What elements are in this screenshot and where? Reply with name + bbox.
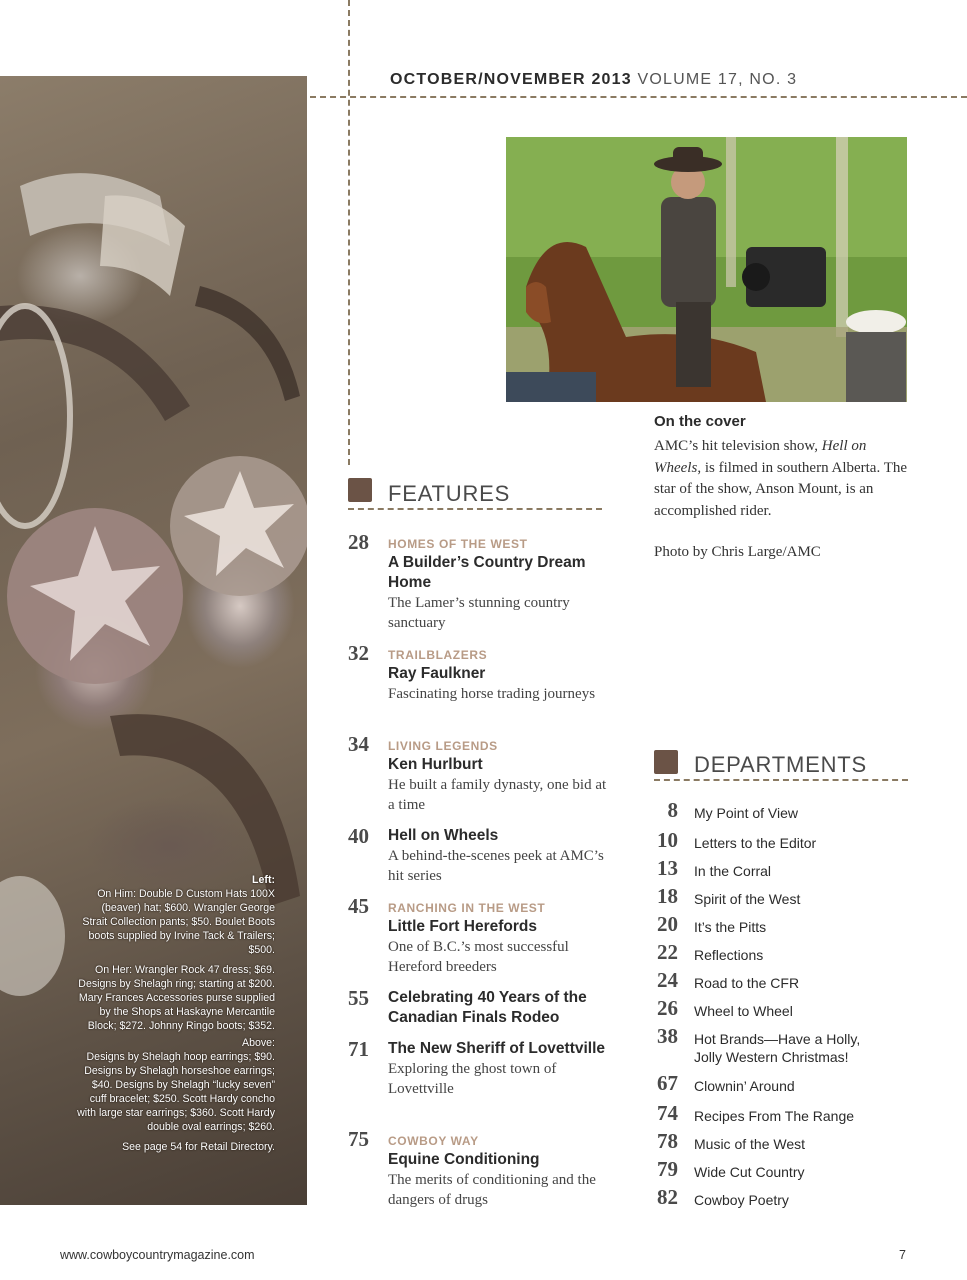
- department-page-number: 24: [657, 968, 678, 992]
- jewelry-photo: [0, 76, 307, 1205]
- department-label: It’s the Pitts: [694, 919, 767, 935]
- feature-page-number: 71: [348, 1037, 369, 1061]
- department-label: In the Corral: [694, 863, 772, 879]
- department-label: Letters to the Editor: [694, 835, 817, 851]
- issue-line: [390, 71, 797, 89]
- footer-url[interactable]: www.cowboycountrymagazine.com: [60, 1248, 255, 1262]
- feature-description: A behind-the-scenes peek at AMC’s hit series: [388, 848, 604, 884]
- feature-title: A Builder’s Country Dream Home: [388, 554, 586, 591]
- cover-description-part1: AMC’s hit television show,: [654, 438, 822, 454]
- cover-description: [654, 436, 914, 522]
- department-item[interactable]: [640, 856, 920, 880]
- department-page-number: 82: [657, 1185, 678, 1209]
- department-item[interactable]: [640, 1071, 920, 1095]
- feature-item[interactable]: [348, 826, 608, 886]
- feature-item[interactable]: [348, 732, 608, 815]
- feature-page-number: 28: [348, 530, 369, 554]
- department-page-number: 26: [657, 996, 678, 1020]
- feature-item[interactable]: [348, 1039, 608, 1099]
- department-item[interactable]: [640, 828, 920, 852]
- department-item[interactable]: [640, 1157, 920, 1181]
- issue-date: OCTOBER/NOVEMBER 2013: [390, 71, 632, 88]
- page-number: 7: [899, 1248, 906, 1262]
- caption-see-directory: See page 54 for Retail Directory.: [122, 1141, 275, 1153]
- header-dashed-rule: [310, 96, 967, 98]
- feature-page-number: 40: [348, 824, 369, 848]
- feature-description: The merits of conditioning and the dangers of drugs: [388, 1172, 596, 1208]
- department-label: Road to the CFR: [694, 975, 800, 991]
- departments-dashed-rule: [654, 779, 908, 781]
- cover-show-title: Hell on Wheels: [654, 438, 867, 476]
- department-item[interactable]: [640, 884, 920, 908]
- cover-photo-credit: Photo by Chris Large/AMC: [654, 544, 821, 560]
- department-label: Clownin’ Around: [694, 1078, 795, 1094]
- department-label: My Point of View: [694, 805, 799, 821]
- features-dashed-rule: [348, 508, 602, 510]
- cover-illustration: [506, 137, 907, 402]
- department-item[interactable]: [640, 1101, 920, 1125]
- vertical-dashed-rule: [348, 0, 350, 465]
- feature-page-number: 32: [348, 641, 369, 665]
- department-label: Wide Cut Country: [694, 1164, 805, 1180]
- feature-category: HOMES OF THE WEST: [388, 537, 528, 551]
- feature-item[interactable]: [348, 894, 608, 977]
- department-page-number: 79: [657, 1157, 678, 1181]
- feature-category: COWBOY WAY: [388, 1134, 479, 1148]
- departments-heading: DEPARTMENTS: [694, 752, 868, 777]
- feature-description: The Lamer’s stunning country sanctuary: [388, 595, 570, 631]
- department-page-number: 38: [657, 1024, 678, 1048]
- caption-above-label: Above:: [242, 1037, 275, 1049]
- departments-section-icon: [654, 750, 678, 774]
- features-heading: FEATURES: [388, 481, 511, 506]
- feature-description: He built a family dynasty, one bid at a time: [388, 777, 607, 813]
- department-page-number: 18: [657, 884, 678, 908]
- feature-title: Ken Hurlburt: [388, 756, 483, 773]
- department-label: Cowboy Poetry: [694, 1192, 789, 1208]
- department-page-number: 22: [657, 940, 678, 964]
- feature-item[interactable]: [348, 1127, 608, 1210]
- department-item[interactable]: [640, 996, 920, 1020]
- department-item[interactable]: [640, 940, 920, 964]
- department-page-number: 13: [657, 856, 678, 880]
- feature-description: Exploring the ghost town of Lovettville: [388, 1061, 557, 1097]
- feature-title: Hell on Wheels: [388, 827, 499, 844]
- department-label: Reflections: [694, 947, 764, 963]
- feature-category: RANCHING IN THE WEST: [388, 901, 546, 915]
- department-item[interactable]: [640, 1024, 920, 1066]
- feature-page-number: 75: [348, 1127, 369, 1151]
- department-label: Recipes From The Range: [694, 1108, 855, 1124]
- department-item[interactable]: [640, 1185, 920, 1209]
- department-page-number: 20: [657, 912, 678, 936]
- department-label: Spirit of the West: [694, 891, 801, 907]
- feature-description: Fascinating horse trading journeys: [388, 686, 596, 702]
- feature-description: One of B.C.’s most successful Hereford breeders: [388, 939, 569, 975]
- feature-category: LIVING LEGENDS: [388, 739, 498, 753]
- department-page-number: 78: [657, 1129, 678, 1153]
- feature-item[interactable]: [348, 988, 608, 1028]
- feature-item[interactable]: [348, 530, 608, 633]
- feature-title: The New Sheriff of Lovettville: [388, 1040, 606, 1057]
- issue-volume: VOLUME 17, NO. 3: [637, 71, 798, 88]
- department-label: Music of the West: [694, 1136, 806, 1152]
- department-page-number: 67: [657, 1071, 678, 1095]
- photo-caption: [75, 873, 275, 1154]
- feature-page-number: 55: [348, 986, 369, 1010]
- department-item[interactable]: [640, 798, 920, 822]
- caption-left-label: Left:: [252, 874, 275, 886]
- feature-title: Ray Faulkner: [388, 665, 486, 682]
- department-item[interactable]: [640, 912, 920, 936]
- department-label: Wheel to Wheel: [694, 1003, 793, 1019]
- feature-page-number: 34: [348, 732, 369, 756]
- feature-title: Celebrating 40 Years of the Canadian Finals Rodeo: [388, 989, 587, 1026]
- department-page-number: 10: [657, 828, 678, 852]
- features-section-icon: [348, 478, 372, 502]
- feature-item[interactable]: [348, 641, 608, 704]
- feature-title: Little Fort Herefords: [388, 918, 537, 935]
- department-label: Hot Brands—Have a Holly, Jolly Western Christmas!: [694, 1031, 861, 1065]
- department-item[interactable]: [640, 1129, 920, 1153]
- department-page-number: 74: [657, 1101, 678, 1125]
- department-item[interactable]: [640, 968, 920, 992]
- caption-him: On Him: Double D Custom Hats 100X (beaver) hat; $600. Wrangler George Strait Collection pants; $50. Boulet Boots boots supplied by Irvine Tack & Trailers; $500.: [82, 888, 275, 956]
- cover-description-part2: , is filmed in southern Alberta. The star of the show, Anson Mount, is an accomplished rider.: [654, 459, 908, 519]
- feature-category: TRAILBLAZERS: [388, 648, 488, 662]
- cover-heading: On the cover: [654, 413, 746, 430]
- feature-page-number: 45: [348, 894, 369, 918]
- feature-title: Equine Conditioning: [388, 1151, 540, 1168]
- cover-photo: [506, 137, 907, 402]
- caption-her: On Her: Wrangler Rock 47 dress; $69. Designs by Shelagh ring; starting at $200. Mary Frances Accessories purse supplied by the Shops at Haskayne Mercantile Block; $272. Johnny Ringo boots; $352.: [78, 964, 275, 1032]
- department-page-number: 8: [667, 798, 678, 822]
- caption-above: Designs by Shelagh hoop earrings; $90. Designs by Shelagh horseshoe earrings; $40. Designs by Shelagh “lucky seven” cuff bracelet; $250. Scott Hardy concho with large star earrings; $360. Scott Hardy double oval earrings; $260.: [77, 1051, 275, 1133]
